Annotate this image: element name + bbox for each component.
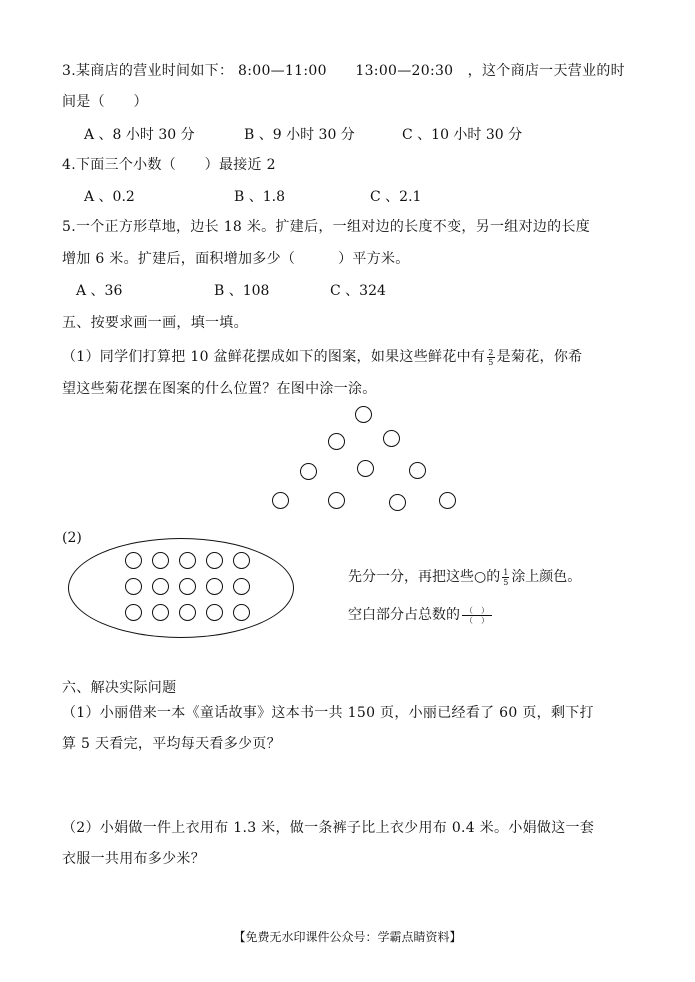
blank-fraction: $\frac{( )}{( )}$ [462, 606, 492, 625]
section5-p2-instruction [348, 566, 581, 587]
grid-circle[interactable] [206, 552, 223, 569]
flower-circle[interactable] [383, 430, 400, 447]
q3-text-line1: 3.某商店的营业时间如下： 8:00—11:00 13:00—20:30 ，这个商店一天营业的时 [62, 63, 625, 79]
section6-p2-line2: 衣服一共用布多少米？ [62, 851, 205, 867]
q4-text: 4.下面三个小数（ ）最接近 2 [62, 157, 276, 173]
fraction-one-fifth: $\frac{1}{5}$ [503, 567, 509, 587]
flower-circle[interactable] [328, 492, 345, 509]
flower-circle[interactable] [439, 492, 456, 509]
q3-option-b: B 、9 小时 30 分 [244, 127, 355, 143]
grid-circle[interactable] [233, 578, 250, 595]
grid-circle[interactable] [152, 552, 169, 569]
q4-option-a: A 、0.2 [84, 189, 135, 205]
section5-p1-line2: 望这些菊花摆在图案的什么位置？在图中涂一涂。 [62, 381, 377, 397]
section5-title: 五、按要求画一画，填一填。 [62, 315, 248, 331]
grid-circle[interactable] [152, 578, 169, 595]
section5-p1-line1-post: 是菊花，你希 [496, 349, 583, 365]
section6-title: 六、解决实际问题 [62, 680, 177, 696]
q5-text-line1: 5.一个正方形草地，边长 18 米。扩建后，一组对边的长度不变，另一组对边的长度 [62, 219, 591, 235]
q3-option-a: A 、8 小时 30 分 [84, 127, 195, 143]
section5-p1-line1 [62, 346, 582, 367]
q5-option-a: A 、36 [76, 283, 123, 299]
flower-circle[interactable] [328, 433, 345, 450]
flower-circle[interactable] [300, 463, 317, 480]
grid-circle[interactable] [179, 578, 196, 595]
footer-note: 【免费无水印课件公众号：学霸点睛资料】 [233, 930, 462, 944]
section6-p2-line1: （2）小娟做一件上衣用布 1.3 米，做一条裤子比上衣少用布 0.4 米。小娟做这一套 [62, 820, 595, 836]
grid-circle[interactable] [233, 604, 250, 621]
grid-circle[interactable] [206, 604, 223, 621]
grid-circle[interactable] [125, 578, 142, 595]
section5-p2-question [348, 604, 494, 625]
flower-circle[interactable] [272, 492, 289, 509]
flower-circle[interactable] [357, 460, 374, 477]
section6-p1-line1: （1）小丽借来一本《童话故事》这本书一共 150 页，小丽已经看了 60 页，剩下打 [62, 705, 594, 721]
grid-circle[interactable] [179, 604, 196, 621]
grid-circle[interactable] [125, 604, 142, 621]
section5-p1-line1-pre: （1）同学们打算把 10 盆鲜花摆成如下的图案，如果这些鲜花中有 [62, 349, 486, 365]
grid-circle[interactable] [233, 552, 250, 569]
grid-circle[interactable] [179, 552, 196, 569]
flower-circle[interactable] [355, 406, 372, 423]
section5-p2-text2-pre: 空白部分占总数的 [348, 607, 460, 623]
q3-option-c: C 、10 小时 30 分 [402, 127, 523, 143]
section6-p1-line2: 算 5 天看完，平均每天看多少页？ [62, 736, 281, 752]
grid-circle[interactable] [152, 604, 169, 621]
q4-option-c: C 、2.1 [370, 189, 422, 205]
q4-option-b: B 、1.8 [234, 189, 286, 205]
section5-p2-text1-post: 涂上颜色。 [511, 569, 582, 585]
q5-text-line2: 增加 6 米。扩建后，面积增加多少（ ）平方米。 [62, 251, 410, 267]
grid-circle[interactable] [125, 552, 142, 569]
q5-option-c: C 、324 [330, 283, 386, 299]
grid-circle[interactable] [206, 578, 223, 595]
flower-circle[interactable] [409, 462, 426, 479]
q3-text-line2: 间是（ ） [62, 94, 148, 110]
fraction-two-fifths: $\frac{2}{5}$ [488, 347, 494, 367]
section5-p2-label: (2) [62, 530, 82, 546]
flower-circle[interactable] [389, 494, 406, 511]
q5-option-b: B 、108 [214, 283, 270, 299]
section5-p2-text1-pre: 先分一分，再把这些○的 [348, 569, 501, 585]
